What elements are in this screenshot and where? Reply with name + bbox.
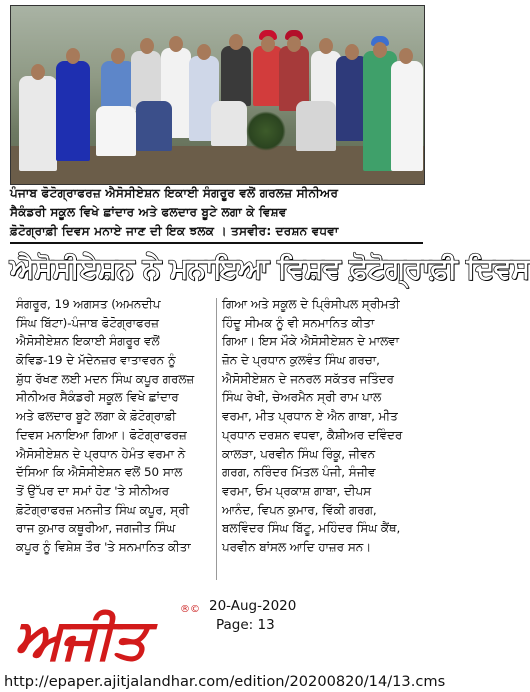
body-line: ਐਸੋਸੀਏਸ਼ਨ ਦੇ ਜਨਰਲ ਸਕੱਤਰ ਜਤਿੰਦਰ: [222, 371, 394, 386]
edition-date: 20-Aug-2020: [209, 598, 297, 614]
body-line: ਸੀਨੀਅਰ ਸੈਕੰਡਰੀ ਸਕੂਲ ਵਿਖੇ ਛਾਂਦਾਰ: [16, 390, 179, 405]
body-line: ਐਸੋਸੀਏਸ਼ਨ ਦੇ ਪ੍ਰਧਾਨ ਹੇਮੰਤ ਵਰਮਾ ਨੇ: [16, 446, 186, 461]
body-line: ਸੰਗਰੂਰ, 19 ਅਗਸਤ (ਅਮਨਦੀਪ: [16, 297, 161, 311]
body-line: ਜ਼ੋਨ ਦੇ ਪ੍ਰਧਾਨ ਕੁਲਵੰਤ ਸਿੰਘ ਗਰਚਾ,: [222, 353, 380, 368]
body-line: ਪ੍ਰਧਾਨ ਦਰਸ਼ਨ ਵਧਵਾ, ਕੈਸ਼ੀਅਰ ਦਵਿੰਦਰ: [222, 427, 403, 442]
body-line: ਗਿਆ। ਇਸ ਮੌਕੇ ਐਸੋਸੀਏਸ਼ਨ ਦੇ ਮਾਲਵਾ: [222, 334, 399, 349]
article-column-right: [222, 295, 424, 557]
photo-person: [19, 76, 57, 171]
photo-head: [31, 64, 45, 80]
photo-person: [211, 101, 247, 146]
photo-plant: [246, 111, 286, 151]
body-line: ਬਲਵਿੰਦਰ ਸਿੰਘ ਬਿੱਟੂ, ਮਹਿੰਦਰ ਸਿੰਘ ਕੈਂਥ,: [222, 521, 401, 536]
photo-head: [261, 36, 275, 52]
body-line: ਗਰਗ, ਨਰਿੰਦਰ ਮਿੱਤਲ ਪੰਜੀ, ਸੰਜੀਵ: [222, 465, 376, 480]
caption-divider: [10, 242, 423, 244]
photo-head: [66, 48, 80, 64]
caption-line: ਸੈਕੰਡਰੀ ਸਕੂਲ ਵਿਖੇ ਛਾਂਦਾਰ ਅਤੇ ਫਲਦਾਰ ਬੂਟੇ ਲਗਾ ਕੇ ਵਿਸ਼ਵ: [10, 205, 287, 219]
photo-person: [296, 101, 336, 151]
body-line: ਅਤੇ ਫਲਦਾਰ ਬੂਟੇ ਲਗਾ ਕੇ ਫ਼ੋਟੋਗ੍ਰਾਫ਼ੀ: [16, 409, 176, 424]
photo-head: [399, 48, 413, 64]
trademark-marks: ®©: [180, 604, 200, 615]
photo-head: [111, 48, 125, 64]
body-line: ਕਪੂਰ ਨੂੰ ਵਿਸ਼ੇਸ਼ ਤੌਰ 'ਤੇ ਸਨਮਾਨਿਤ ਕੀਤਾ: [16, 539, 191, 554]
body-line: ਸ਼ੁੱਧ ਰੱਖਣ ਲਈ ਮਦਨ ਸਿੰਘ ਕਪੂਰ ਗਰਲਜ਼: [16, 371, 195, 386]
photo-person: [391, 61, 423, 171]
body-line: ਕਾਲੜਾ, ਪਰਵੀਨ ਸਿੰਘ ਰਿੰਕੂ, ਜੀਵਨ: [222, 446, 376, 461]
photo-caption: [10, 184, 423, 241]
body-line: ਐਸੋਸੀਏਸ਼ਨ ਇਕਾਈ ਸੰਗਰੂਰ ਵਲੋਂ: [16, 334, 160, 349]
photo-head: [140, 38, 154, 54]
photo-head: [169, 36, 183, 52]
photo-head: [345, 44, 359, 60]
caption-line: ਪੰਜਾਬ ਫੋਟੋਗ੍ਰਾਫਰਜ਼ ਐਸੋਸੀਏਸ਼ਨ ਇਕਾਈ ਸੰਗਰੂਰ ਵਲੋਂ ਗਰਲਜ਼ ਸੀਨੀਅਰ: [10, 186, 339, 200]
body-line: ਗਿਆ ਅਤੇ ਸਕੂਲ ਦੇ ਪ੍ਰਿੰਸੀਪਲ ਸ੍ਰੀਮਤੀ: [222, 297, 400, 311]
article-column-left: [16, 295, 212, 557]
caption-line: ਫ਼ੋਟੋਗ੍ਰਾਫ਼ੀ ਦਿਵਸ ਮਨਾਏ ਜਾਣ ਦੀ ਇਕ ਝਲਕ । ਤਸਵੀਰ: ਦਰਸ਼ਨ ਵਧਵਾ: [10, 224, 339, 238]
body-line: ਆਨੰਦ, ਵਿਪਨ ਕੁਮਾਰ, ਵਿੱਕੀ ਗਰਗ,: [222, 502, 377, 517]
body-line: ਸਿੰਘ ਰੇਖੀ, ਚੇਅਰਮੈਨ ਸ੍ਰੀ ਰਾਮ ਪਾਲ: [222, 390, 382, 405]
photo-person: [56, 61, 90, 161]
body-line: ਹਿੰਦੂ ਸੀਮਕ ਨੂੰ ਵੀ ਸਨਮਾਨਿਤ ਕੀਤਾ: [222, 315, 375, 330]
photo-head: [373, 42, 387, 58]
photo-head: [319, 38, 333, 54]
photo-person: [136, 101, 172, 151]
page-number: Page: 13: [216, 617, 275, 633]
newspaper-logo: ਅਜੀਤ: [14, 607, 146, 672]
body-line: ਸਿੰਘ ਬਿੱਟਾ)-ਪੰਜਾਬ ਫੋਟੋਗ੍ਰਾਫਰਜ਼: [16, 315, 159, 330]
body-line: ਕੋਵਿਡ-19 ਦੇ ਮੱਦੇਨਜ਼ਰ ਵਾਤਾਵਰਨ ਨੂੰ: [16, 353, 176, 368]
body-line: ਰਾਜ ਕੁਮਾਰ ਕਥੂਰੀਆ, ਜਗਜੀਤ ਸਿੰਘ: [16, 521, 176, 536]
photo-head: [287, 36, 301, 52]
body-line: ਦੱਸਿਆ ਕਿ ਐਸੋਸੀਏਸ਼ਨ ਵਲੋਂ 50 ਸਾਲ: [16, 465, 183, 480]
source-url-link[interactable]: http://epaper.ajitjalandhar.com/edition/20200820/14/13.cms: [4, 673, 446, 690]
body-line: ਦਿਵਸ ਮਨਾਇਆ ਗਿਆ। ਫੋਟੋਗ੍ਰਾਫਰਜ਼: [16, 427, 187, 442]
body-line: ਵਰਮਾ, ਮੀਤ ਪ੍ਰਧਾਨ ਏ ਐਨ ਗਾਬਾ, ਮੀਤ: [222, 409, 398, 424]
photo-person: [96, 106, 136, 156]
photo-head: [229, 34, 243, 50]
photo-person: [221, 46, 251, 106]
body-line: ਤੋਂ ਉੱਪਰ ਦਾ ਸਮਾਂ ਹੋਣ 'ਤੇ ਸੀਨੀਅਰ: [16, 483, 170, 498]
body-line: ਵਰਮਾ, ਓਮ ਪ੍ਰਕਾਸ਼ ਗਾਬਾ, ਦੀਪਸ: [222, 483, 372, 498]
photo-head: [197, 44, 211, 60]
article-headline: ਐਸੋਸੀਏਸ਼ਨ ਨੇ ਮਨਾਇਆ ਵਿਸ਼ਵ ਫ਼ੋਟੋਗ੍ਰਾਫ਼ੀ ਦਿਵਸ: [10, 252, 530, 285]
news-photo: [10, 5, 425, 185]
column-divider: [216, 298, 217, 580]
body-line: ਪਰਵੀਨ ਬਾਂਸਲ ਆਦਿ ਹਾਜ਼ਰ ਸਨ।: [222, 539, 372, 554]
body-line: ਫ਼ੋਟੋਗ੍ਰਾਫਰਜ਼ ਮਨਜੀਤ ਸਿੰਘ ਕਪੂਰ, ਸ੍ਰੀ: [16, 502, 190, 517]
